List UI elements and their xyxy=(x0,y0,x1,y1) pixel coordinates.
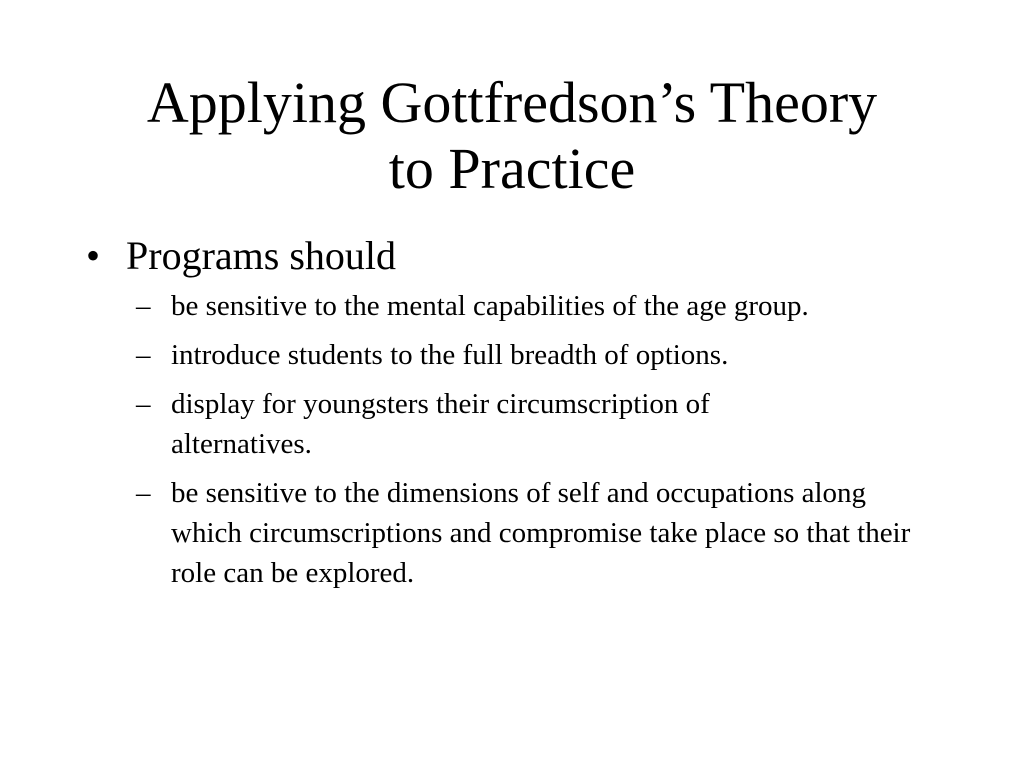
dash-icon: – xyxy=(136,477,151,509)
sub-bullet-text: be sensitive to the dimensions of self and occupations along which circumscriptions and compromise take place so that their role can be explored. xyxy=(171,477,911,589)
sub-bullet-text: introduce students to the full breadth of options. xyxy=(171,339,729,371)
main-bullet-text: Programs should xyxy=(126,233,396,278)
sub-bullet-item xyxy=(86,335,946,375)
sub-bullet-item xyxy=(86,473,911,593)
sub-bullet-text: display for youngsters their circumscription of alternatives. xyxy=(171,388,710,460)
main-bullet-item xyxy=(86,232,946,280)
bullet-icon: • xyxy=(86,233,101,278)
dash-icon: – xyxy=(136,388,151,420)
dash-icon: – xyxy=(136,290,151,322)
sub-bullet-item xyxy=(86,384,851,464)
dash-icon: – xyxy=(136,339,151,371)
slide-title-line-1: Applying Gottfredson’s Theory xyxy=(146,70,878,135)
sub-bullet-text: be sensitive to the mental capabilities of the age group. xyxy=(171,290,809,322)
slide-body xyxy=(86,232,946,602)
slide-title xyxy=(100,70,924,202)
sub-bullet-list xyxy=(86,286,946,593)
slide-title-line-2: to Practice xyxy=(388,136,636,201)
sub-bullet-item xyxy=(86,286,946,326)
